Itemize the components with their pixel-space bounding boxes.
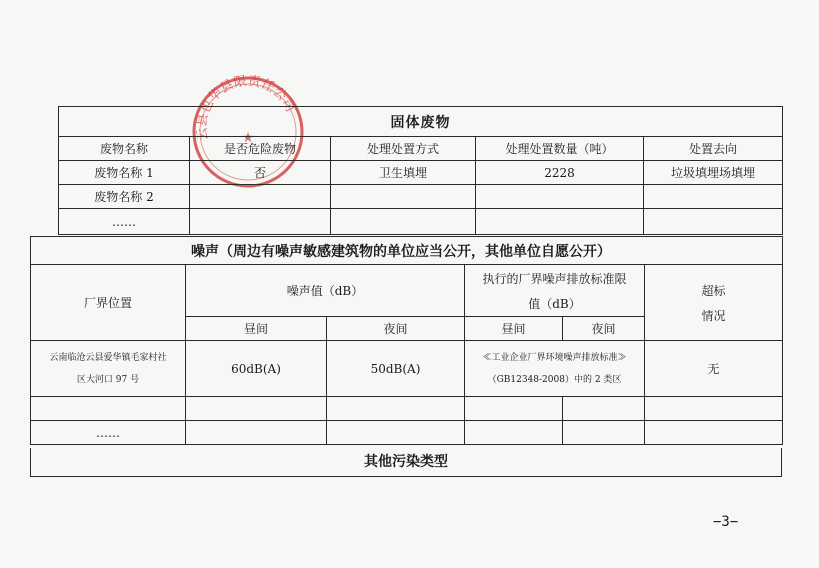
noise-ellipsis: …… bbox=[31, 421, 186, 445]
header-noise-value: 噪声值（dB） bbox=[186, 265, 465, 317]
header-standard-night: 夜间 bbox=[563, 317, 645, 341]
disposal-quantity: 2228 bbox=[476, 161, 644, 185]
disposal-destination: 垃圾填埋场填埋 bbox=[644, 161, 783, 185]
header-disposal-quantity: 处理处置数量（吨） bbox=[476, 137, 644, 161]
solid-waste-title: 固体废物 bbox=[59, 107, 783, 137]
header-hazardous: 是否危险废物 bbox=[190, 137, 331, 161]
hazardous-value: 否 bbox=[190, 161, 331, 185]
noise-location bbox=[31, 341, 186, 397]
table-row bbox=[31, 421, 783, 445]
header-exceed bbox=[645, 265, 783, 341]
noise-standard-line1: ≪工业企业厂界环境噪声排放标准≫ bbox=[482, 352, 627, 363]
noise-exceed: 无 bbox=[645, 341, 783, 397]
disposal-destination bbox=[644, 185, 783, 209]
table-row bbox=[31, 397, 783, 421]
disposal-method bbox=[331, 185, 476, 209]
other-pollution-title: 其他污染类型 bbox=[30, 448, 782, 477]
disposal-destination bbox=[644, 209, 783, 235]
table-row bbox=[59, 185, 783, 209]
disposal-method bbox=[331, 209, 476, 235]
noise-title: 噪声（周边有噪声敏感建筑物的单位应当公开，其他单位自愿公开） bbox=[31, 237, 783, 265]
waste-name: 废物名称 1 bbox=[59, 161, 190, 185]
header-disposal-destination: 处置去向 bbox=[644, 137, 783, 161]
header-noise-night: 夜间 bbox=[327, 317, 465, 341]
table-row bbox=[59, 161, 783, 185]
hazardous-value bbox=[190, 209, 331, 235]
page-number: −3− bbox=[713, 514, 739, 530]
table-row bbox=[31, 341, 783, 397]
header-noise-day: 昼间 bbox=[186, 317, 327, 341]
svg-text:云县也华县限责任公司: 云县也华县限责任公司 bbox=[194, 73, 298, 142]
header-exceed-line2: 情况 bbox=[701, 308, 726, 323]
header-exceed-line1: 超标 bbox=[701, 283, 726, 298]
noise-standard-line2: （GB12348-2008）中的 2 类区 bbox=[487, 374, 622, 385]
header-waste-name: 废物名称 bbox=[59, 137, 190, 161]
disposal-quantity bbox=[476, 209, 644, 235]
header-standard bbox=[465, 265, 645, 317]
noise-day-value: 60dB(A) bbox=[186, 341, 327, 397]
noise-standard bbox=[465, 341, 645, 397]
header-standard-day: 昼间 bbox=[465, 317, 563, 341]
solid-waste-table bbox=[58, 106, 783, 235]
noise-night-value: 50dB(A) bbox=[327, 341, 465, 397]
header-standard-line2: 值（dB） bbox=[528, 296, 581, 311]
svg-text:★: ★ bbox=[241, 130, 255, 146]
hazardous-value bbox=[190, 185, 331, 209]
header-standard-line1: 执行的厂界噪声排放标准限 bbox=[482, 271, 627, 286]
waste-name: 废物名称 2 bbox=[59, 185, 190, 209]
waste-name: …… bbox=[59, 209, 190, 235]
table-row bbox=[59, 209, 783, 235]
noise-location-line1: 云南临沧云县爱华镇毛家村社 bbox=[49, 352, 167, 363]
noise-location-line2: 区大河口 97 号 bbox=[76, 374, 140, 385]
disposal-method: 卫生填埋 bbox=[331, 161, 476, 185]
header-location: 厂界位置 bbox=[31, 265, 186, 341]
disposal-quantity bbox=[476, 185, 644, 209]
noise-table bbox=[30, 236, 783, 445]
header-disposal-method: 处理处置方式 bbox=[331, 137, 476, 161]
